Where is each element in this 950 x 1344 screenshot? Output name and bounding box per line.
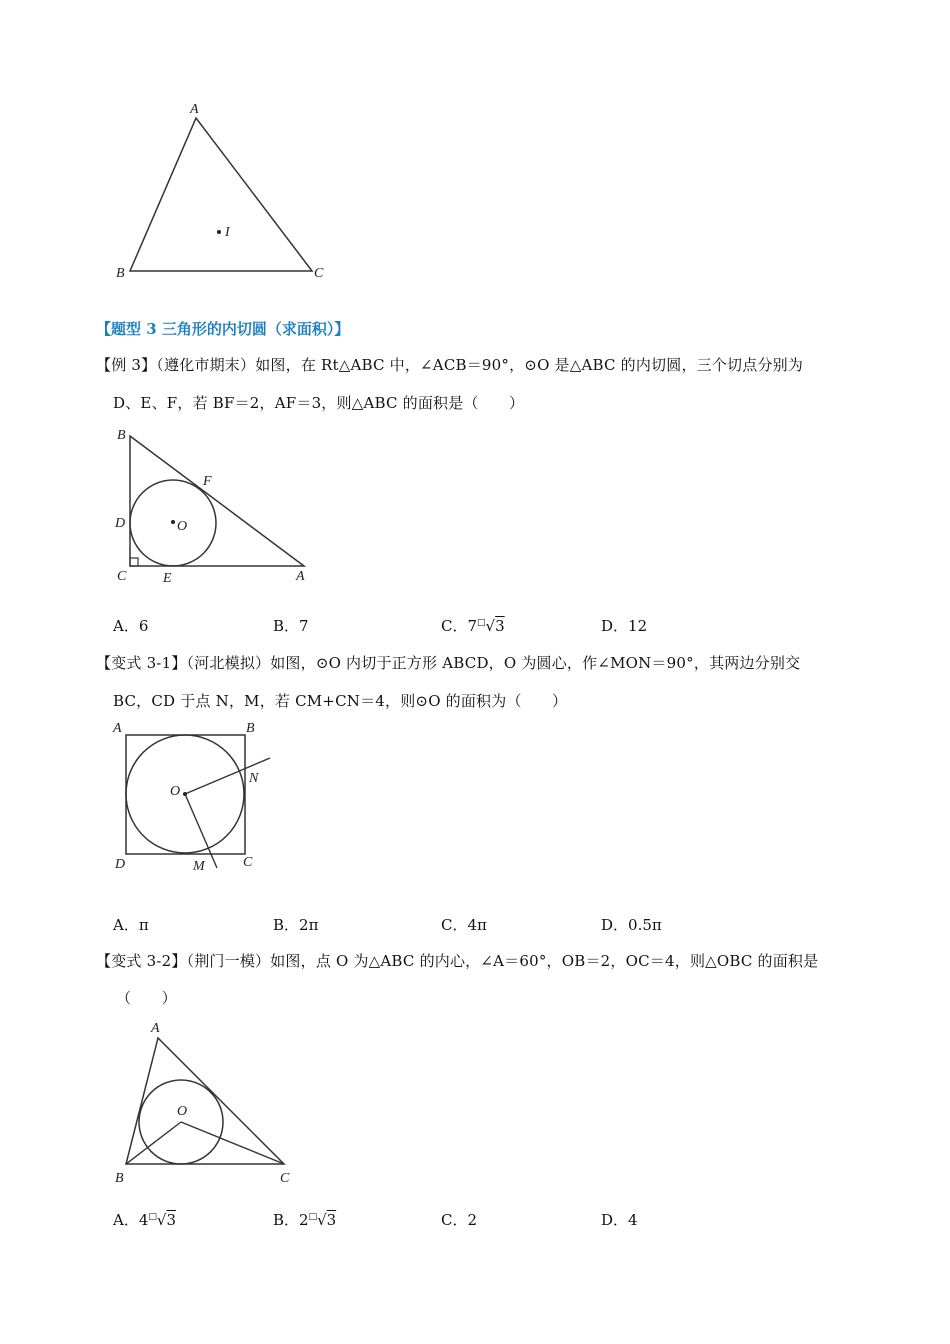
option-a: A．6 bbox=[113, 617, 149, 635]
radical-index-glyph: □ bbox=[148, 1212, 157, 1222]
vertex-label-c: C bbox=[117, 569, 127, 584]
vertex-label-d: D bbox=[115, 857, 126, 872]
option-c-radicand: 3 bbox=[495, 617, 505, 635]
right-triangle-incircle-figure bbox=[110, 422, 320, 590]
option-c: C．4π bbox=[441, 916, 487, 934]
variant-3-2-question-line-2: （ ） bbox=[116, 989, 177, 1007]
option-d: D．12 bbox=[601, 617, 648, 635]
option-a bbox=[113, 1209, 176, 1230]
option-a-prefix: A．4 bbox=[113, 1211, 149, 1229]
vertex-label-b: B bbox=[115, 1171, 124, 1186]
variant-3-1-question-line-1: 【变式 3-1】（河北模拟）如图，⊙O 内切于正方形 ABCD，O 为圆心，作∠MON＝90°，其两边分别交 bbox=[96, 654, 801, 672]
incenter-label-o: O bbox=[177, 1104, 188, 1119]
triangle-figure-1 bbox=[110, 98, 340, 288]
radical-sign: √ bbox=[156, 1211, 167, 1229]
center-label-o: O bbox=[177, 519, 188, 534]
square-incircle-figure bbox=[108, 716, 288, 878]
point-label-n: N bbox=[249, 771, 259, 786]
vertex-label-a: A bbox=[151, 1021, 160, 1036]
option-b-radicand: 3 bbox=[326, 1211, 337, 1229]
vertex-label-b: B bbox=[246, 721, 255, 736]
vertex-label-c: C bbox=[314, 266, 324, 281]
variant-3-1-question-line-2: BC，CD 于点 N，M，若 CM+CN＝4，则⊙O 的面积为（ ） bbox=[113, 692, 568, 710]
vertex-label-a: A bbox=[190, 102, 199, 117]
tangent-label-e: E bbox=[163, 571, 172, 586]
vertex-label-b: B bbox=[117, 428, 126, 443]
variant-3-2-question-line-1: 【变式 3-2】（荆门一模）如图，点 O 为△ABC 的内心，∠A＝60°，OB＝2，OC＝4，则△OBC 的面积是 bbox=[96, 952, 819, 970]
example-3-question-line-1: 【例 3】（遵化市期末）如图，在 Rt△ABC 中，∠ACB＝90°，⊙O 是△ABC 的内切圆，三个切点分别为 bbox=[96, 356, 804, 374]
point-label-m: M bbox=[193, 859, 205, 874]
radical-index-glyph: □ bbox=[308, 1212, 318, 1222]
option-d: D．4 bbox=[601, 1211, 638, 1229]
option-b bbox=[273, 1209, 336, 1230]
radical-sign: √ bbox=[485, 617, 496, 635]
option-c: C．2 bbox=[441, 1211, 478, 1229]
radical-index-glyph: □ bbox=[477, 618, 486, 628]
option-b: B．2π bbox=[273, 916, 319, 934]
tangent-label-d: D bbox=[115, 516, 126, 531]
tangent-label-f: F bbox=[203, 474, 212, 489]
center-label-o: O bbox=[170, 784, 181, 799]
option-a: A．π bbox=[113, 916, 149, 934]
vertex-label-b: B bbox=[116, 266, 125, 281]
vertex-label-a: A bbox=[113, 721, 122, 736]
option-c bbox=[441, 615, 505, 636]
section-title: 【题型 3 三角形的内切圆（求面积）】 bbox=[96, 320, 350, 338]
triangle-incenter-figure bbox=[108, 1016, 308, 1188]
vertex-label-a: A bbox=[296, 569, 305, 584]
option-a-radicand: 3 bbox=[166, 1211, 177, 1229]
option-b: B．7 bbox=[273, 617, 309, 635]
example-3-question-line-2: D、E、F，若 BF＝2，AF＝3，则△ABC 的面积是（ ） bbox=[113, 394, 525, 412]
incenter-label-i: I bbox=[225, 225, 230, 240]
option-b-prefix: B．2 bbox=[273, 1211, 309, 1229]
radical-sign: √ bbox=[317, 1211, 327, 1229]
vertex-label-c: C bbox=[243, 855, 253, 870]
option-c-prefix: C．7 bbox=[441, 617, 478, 635]
option-d: D．0.5π bbox=[601, 916, 662, 934]
vertex-label-c: C bbox=[280, 1171, 290, 1186]
